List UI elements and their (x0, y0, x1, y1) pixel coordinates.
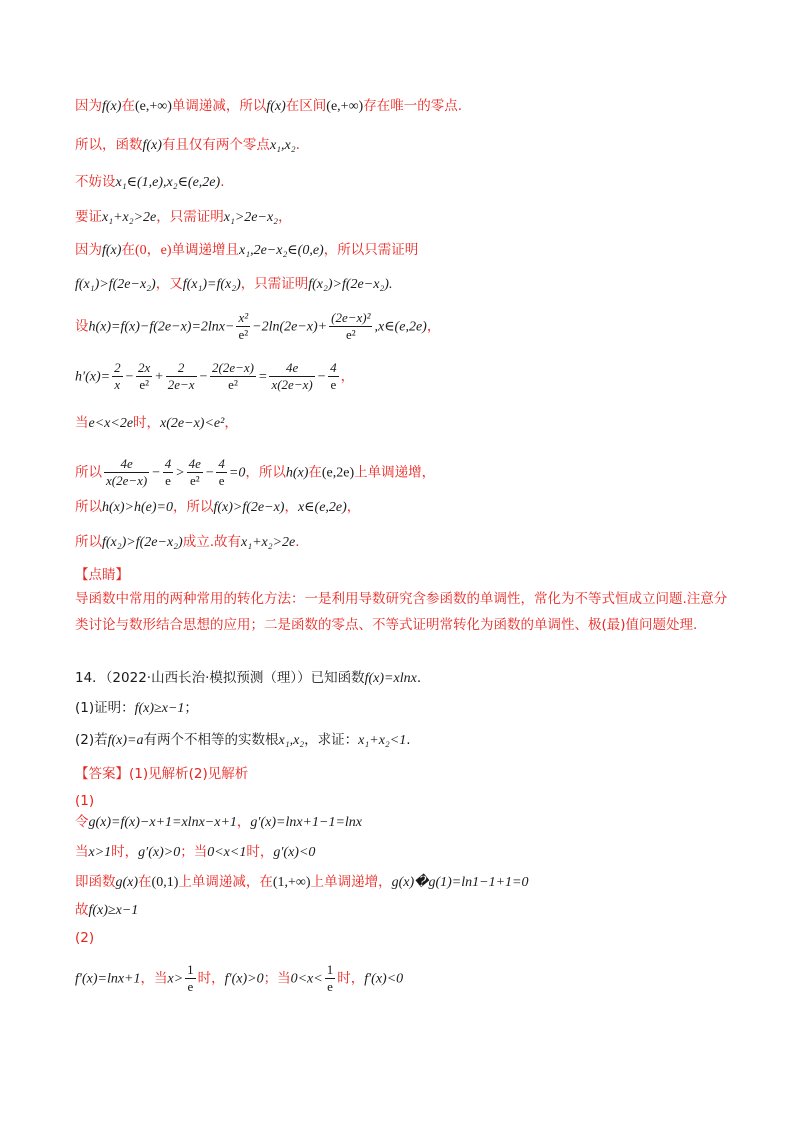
math: g′(x)<0 (273, 845, 316, 860)
text: ， (426, 318, 441, 335)
denominator: 2e−x (167, 377, 195, 392)
math: (e,2e) (321, 465, 355, 481)
line-3 (75, 172, 224, 193)
answer-line-2 (75, 842, 315, 863)
line-10 (75, 456, 435, 489)
fraction (269, 360, 314, 393)
text: 在 (138, 874, 152, 890)
math: e<x<2e (88, 416, 134, 431)
denominator: e² (228, 377, 238, 392)
math: > (175, 465, 185, 481)
numerator: 4 (218, 456, 225, 471)
math: x₁>2e−x₂ (223, 210, 279, 225)
denominator: e² (345, 327, 356, 342)
math: f′(x)=lnx+1 (75, 971, 141, 987)
math: (e,+∞) (134, 99, 172, 114)
math: x₁,x₂ (269, 138, 296, 153)
text: 不妨设 (75, 174, 116, 190)
math: f(x₂)>f(2e−x₂). (308, 277, 393, 292)
math: f′(x)<0 (364, 971, 404, 987)
answer-heading (75, 764, 248, 784)
math: (e,+∞) (326, 99, 364, 114)
denominator: e (165, 473, 171, 488)
denominator: e (218, 473, 225, 488)
text: 有两个不相等的实数根 (143, 732, 279, 748)
text: 所以，函数 (75, 137, 143, 153)
text: ，只需证明 (156, 209, 224, 225)
math: (1,+∞) (272, 875, 311, 890)
math: g′(x)=lnx+1−1=lnx (250, 815, 363, 830)
text: 成立.故有 (182, 534, 241, 550)
math: f(x) (102, 99, 122, 114)
line-6 (75, 274, 392, 295)
math: + (154, 369, 164, 385)
fraction (328, 360, 339, 393)
math: f′(x)>0 (224, 971, 264, 987)
line-8 (75, 360, 354, 393)
text: 时， (246, 844, 274, 860)
text: 单调递增且 (171, 242, 239, 258)
tip-paragraph: 导函数中常用的两种常用的转化方法：一是利用导数研究含参函数的单调性，常化为不等式恒成立问题.注意分类讨论与数形结合思想的应用；二是函数的零点、不等式证明常转化为函数的单调性、极(最)值问题处理. (75, 591, 728, 633)
math: (0,1) (151, 875, 179, 890)
math: h′(x)= (75, 369, 111, 385)
text: 存在唯一的零点. (363, 98, 463, 114)
text: 时， (133, 415, 161, 431)
math: x₁+x₂>2e (102, 210, 157, 225)
numerator: 4e (269, 360, 314, 377)
text: 所以 (75, 464, 102, 481)
text: 即函数 (75, 874, 116, 890)
text: (2) (75, 930, 95, 946)
math: f(x)≥x−1 (134, 701, 185, 716)
math: f(x₁)=f(x₂) (182, 277, 241, 292)
text: 上单调递增， (310, 874, 392, 890)
tip-heading (75, 565, 129, 585)
math: h(x) (285, 465, 309, 481)
text: ，又 (155, 276, 183, 292)
text: ；当 (180, 844, 208, 860)
text: ；当 (263, 970, 291, 987)
math: x₁,2e−x₂∈(0,e) (238, 243, 324, 258)
text: . (295, 137, 300, 153)
math: h(x)>h(e)=0 (102, 500, 173, 515)
text: 有且仅有两个零点 (161, 137, 270, 153)
numerator: x² (238, 310, 249, 325)
numerator: (2e−x)² (331, 310, 371, 325)
denominator: e² (189, 473, 200, 488)
text: . (406, 732, 411, 748)
numerator: 2 (114, 360, 121, 375)
problem-14-part-2 (75, 730, 411, 751)
math: f(x)≥x−1 (88, 903, 139, 918)
denominator: e² (139, 377, 149, 392)
math: ,x∈(e,2e) (374, 319, 427, 335)
math: x>1 (88, 845, 112, 860)
line-11 (75, 497, 360, 518)
line-2 (75, 135, 300, 156)
math: =0 (228, 465, 246, 481)
numerator: 4e (104, 456, 149, 473)
text: 单调递减，所以 (171, 98, 267, 114)
answer-line-5 (75, 962, 403, 995)
text: 在 (121, 98, 135, 114)
text: ，所以 (172, 499, 214, 515)
text: ， (224, 415, 238, 431)
fraction (185, 962, 196, 995)
text: 14．（2022·山西长治·模拟预测（理））已知函数 (75, 670, 365, 686)
fraction (166, 360, 197, 393)
math: h(x)=f(x)−f(2e−x)=2lnx− (88, 319, 235, 335)
math: (0，e) (134, 243, 172, 258)
text: ，只需证明 (240, 276, 309, 292)
numerator: 4 (330, 360, 337, 375)
text: 时， (337, 970, 365, 987)
numerator: 2(2e−x) (212, 360, 254, 375)
math: 0<x< (290, 971, 323, 987)
fraction (112, 360, 123, 393)
text: 当 (75, 844, 89, 860)
denominator: e (187, 979, 194, 994)
text: 因为 (75, 98, 102, 114)
text: ， (340, 368, 355, 385)
text: 时， (111, 844, 139, 860)
numerator: 2x (138, 360, 151, 375)
text: (1)证明： (75, 700, 135, 716)
answer-line-3 (75, 872, 528, 893)
numerator: 4 (164, 456, 172, 471)
math: x₁+x₂>2e (241, 535, 296, 550)
text: 在区间 (285, 98, 327, 114)
fraction (136, 360, 152, 393)
text: ， (284, 499, 298, 515)
math: x₁+x₂<1 (358, 733, 407, 748)
line-9 (75, 413, 238, 434)
text: . (295, 534, 300, 550)
fraction (325, 962, 336, 995)
math: f(x) (266, 99, 286, 114)
math: f(x)>f(2e−x) (213, 500, 285, 515)
text: 故 (75, 902, 89, 918)
math: g(x)�g(1)=ln1−1+1=0 (391, 875, 529, 890)
math: − (198, 369, 209, 385)
math: x₁∈(1,e),x₂∈(e,2e) (115, 175, 221, 190)
fraction (163, 456, 174, 489)
line-4 (75, 207, 292, 228)
math: f(x) (102, 243, 122, 258)
text: 时， (197, 970, 225, 987)
denominator: x (114, 377, 121, 392)
line-1 (75, 96, 462, 117)
problem-14-title (75, 668, 421, 689)
denominator: x(2e−x) (271, 377, 313, 392)
math: f(x₂)>f(2e−x₂) (102, 535, 183, 550)
text: 所以 (75, 499, 102, 515)
text: 上单调递减，在 (178, 874, 273, 890)
fraction (216, 456, 227, 489)
math: x₁,x₂ (278, 733, 305, 748)
line-7 (75, 310, 440, 343)
fraction (210, 360, 256, 393)
text: 【点睛】 (75, 567, 129, 583)
math: − (124, 369, 135, 385)
text: 要证 (75, 209, 102, 225)
math: f(x₁)>f(2e−x₂) (75, 277, 156, 292)
text: 设 (75, 318, 89, 335)
math: 0<x<1 (207, 845, 247, 860)
denominator: x(2e−x) (106, 473, 148, 488)
text: 在 (308, 464, 322, 481)
text: ； (184, 700, 198, 716)
text: 【答案】(1)见解析(2)见解析 (75, 766, 249, 782)
math: −2ln(2e−x)+ (252, 319, 328, 335)
text: 在 (121, 242, 135, 258)
denominator: e (330, 377, 337, 392)
text: 所以 (75, 534, 102, 550)
numerator: 1 (326, 962, 334, 977)
text: 因为 (75, 242, 102, 258)
math: = (258, 369, 268, 385)
math: − (151, 465, 161, 481)
text: (2)若 (75, 732, 108, 748)
fraction (104, 456, 149, 489)
math: g(x)=f(x)−x+1=xlnx−x+1 (88, 815, 237, 830)
math: x> (167, 971, 184, 987)
math: f(x)=a (107, 733, 144, 748)
fraction (329, 310, 372, 343)
numerator: 2 (166, 360, 197, 377)
math: − (204, 465, 215, 481)
math: x(2e−x)<e² (160, 416, 225, 431)
answer-line-1 (75, 812, 362, 833)
text: (1) (75, 793, 95, 809)
text: 令 (75, 814, 89, 830)
text: ，所以 (245, 464, 286, 481)
text: . (416, 670, 422, 686)
line-12 (75, 532, 300, 553)
numerator: 4e (188, 456, 201, 471)
math: x∈(e,2e) (297, 500, 347, 515)
math: g(x) (115, 875, 139, 890)
text: 当 (75, 415, 89, 431)
line-5 (75, 240, 418, 261)
math: g′(x)>0 (138, 845, 181, 860)
answer-part-2-label (75, 928, 94, 948)
numerator: 1 (187, 962, 194, 977)
fraction (236, 310, 250, 343)
text: ，求证： (304, 732, 359, 748)
denominator: e (327, 979, 333, 994)
denominator: e² (238, 327, 249, 342)
fraction (187, 456, 203, 489)
answer-part-1-label (75, 791, 94, 811)
math: f(x)=xlnx (364, 671, 417, 686)
problem-14-part-1 (75, 698, 198, 719)
text: ，所以只需证明 (323, 242, 419, 258)
text: ， (278, 209, 292, 225)
math: − (316, 369, 327, 385)
text: ， (236, 814, 251, 830)
text: ， (346, 499, 361, 515)
math: f(x) (142, 138, 162, 153)
text: 上单调递增， (354, 464, 436, 481)
text: . (220, 174, 225, 190)
answer-line-4 (75, 900, 138, 921)
text: ，当 (140, 970, 168, 987)
